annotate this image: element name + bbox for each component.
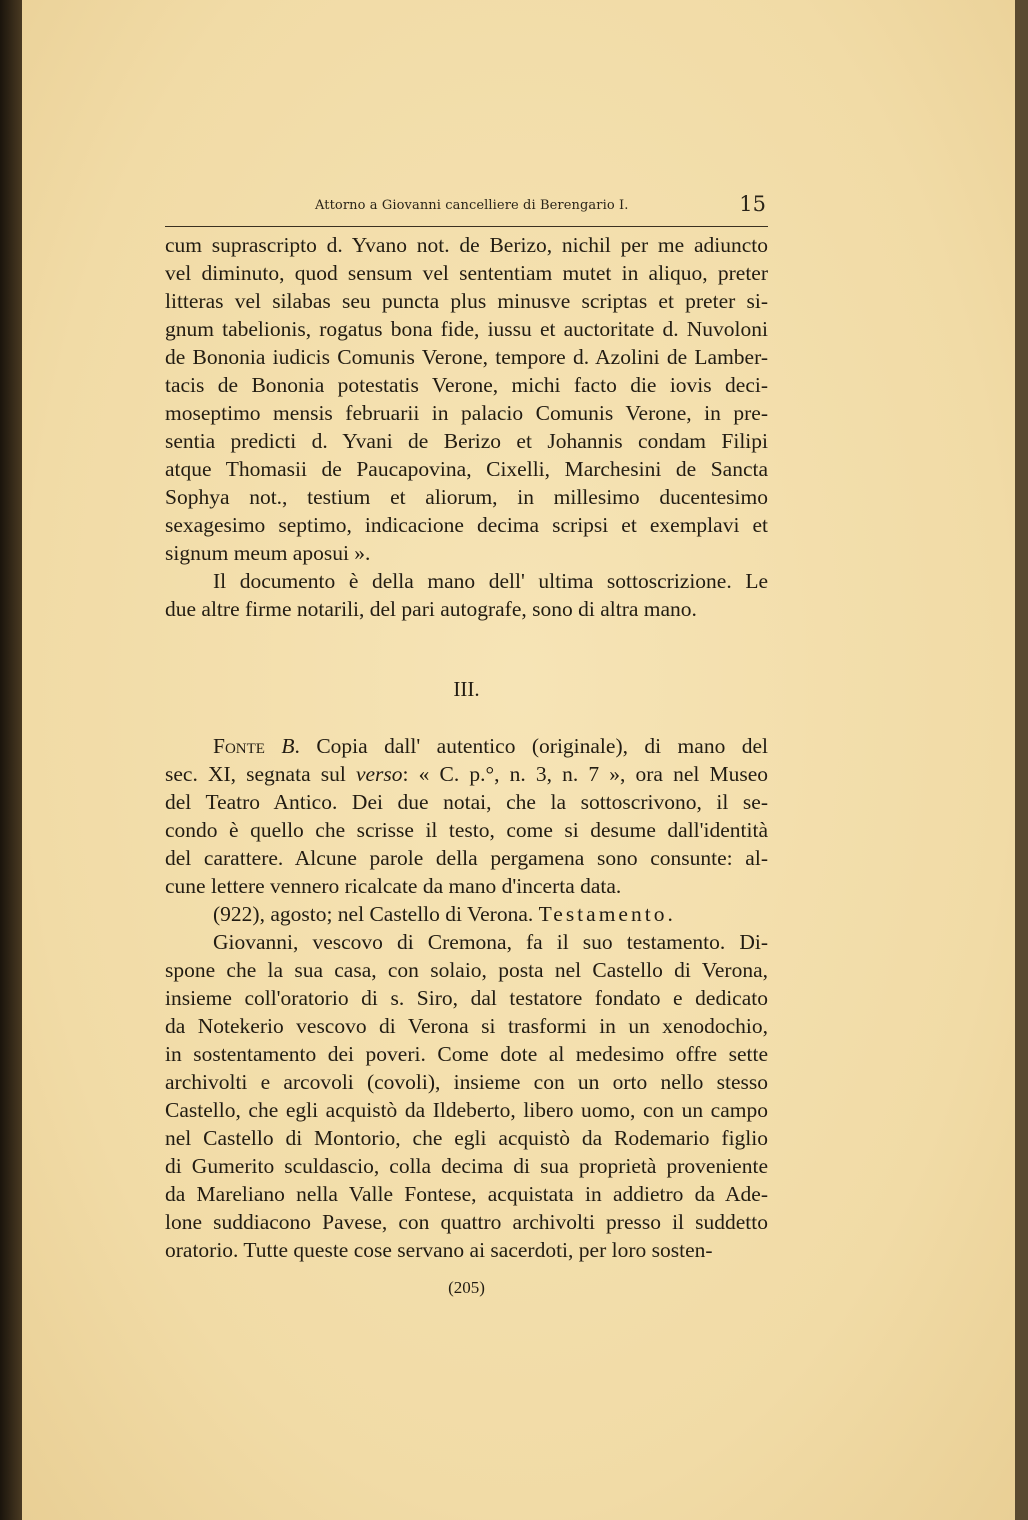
body-text — [165, 231, 768, 1264]
text-line: del carattere. Alcune parole della pergamena sono consunte: al- — [165, 846, 768, 870]
text-line: signum meum aposui ». — [165, 541, 371, 565]
paragraph — [165, 732, 768, 900]
section-heading: III. — [453, 677, 480, 701]
book-gutter — [0, 0, 22, 1520]
paragraph — [165, 231, 768, 567]
text-line: atque Thomasii de Paucapovina, Cixelli, Marchesini de Sancta — [165, 457, 768, 481]
text-line: cum suprascripto d. Yvano not. de Berizo, nichil per me adiuncto — [165, 233, 768, 257]
text-line: da Notekerio vescovo di Verona si trasformi in un xenodochio, — [165, 1014, 768, 1038]
running-title: Attorno a Giovanni cancelliere di Berengario I. — [315, 198, 629, 213]
text-line: nel Castello di Montorio, che egli acquistò da Rodemario figlio — [165, 1126, 768, 1150]
text-line: del Teatro Antico. Dei due notai, che la sottoscrivono, il se- — [165, 790, 768, 814]
paragraph — [165, 900, 768, 928]
text-line: Fonte B. Copia dall' autentico (originale), di mano del — [213, 734, 769, 758]
text-line: sexagesimo septimo, indicacione decima scripsi et exemplavi et — [165, 513, 768, 537]
text-line: sec. XI, segnata sul verso: « C. p.°, n. 3, n. 7 », ora nel Museo — [165, 762, 768, 786]
text-line: due altre firme notarili, del pari autografe, sono di altra mano. — [165, 597, 697, 621]
text-line: de Bononia iudicis Comunis Verone, tempore d. Azolini de Lamber- — [165, 345, 768, 369]
text-line: oratorio. Tutte queste cose servano ai sacerdoti, per loro sosten- — [165, 1238, 713, 1262]
paragraph — [165, 567, 768, 623]
text-line: spone che la sua casa, con solaio, posta nel Castello di Verona, — [165, 958, 768, 982]
text-line: condo è quello che scrisse il testo, come si desume dall'identità — [165, 818, 768, 842]
running-head — [165, 190, 768, 220]
text-line: (922), agosto; nel Castello di Verona. Testamento. — [213, 902, 676, 926]
text-line: vel diminuto, quod sensum vel sententiam mutet in aliquo, preter — [165, 261, 768, 285]
footer-signature: (205) — [448, 1278, 485, 1297]
text-line: insieme coll'oratorio di s. Siro, dal testatore fondato e dedicato — [165, 986, 768, 1010]
text-line: in sostentamento dei poveri. Come dote al medesimo offre sette — [165, 1042, 768, 1066]
text-line: tacis de Bononia potestatis Verone, michi facto die iovis deci- — [165, 373, 768, 397]
text-line: litteras vel silabas seu puncta plus minusve scriptas et preter si- — [165, 289, 768, 313]
text-line: da Mareliano nella Valle Fontese, acquistata in addietro da Ade- — [165, 1182, 768, 1206]
text-line: cune lettere vennero ricalcate da mano d'incerta data. — [165, 874, 622, 898]
text-line: gnum tabelionis, rogatus bona fide, iussu et auctoritate d. Nuvoloni — [165, 317, 768, 341]
text-line: Giovanni, vescovo di Cremona, fa il suo testamento. Di- — [213, 930, 768, 954]
header-rule — [165, 226, 768, 227]
text-line: moseptimo mensis februarii in palacio Comunis Verone, in pre- — [165, 401, 768, 425]
text-line: sentia predicti d. Yvani de Berizo et Johannis condam Filipi — [165, 429, 768, 453]
text-line: Castello, che egli acquistò da Ildeberto, libero uomo, con un campo — [165, 1098, 768, 1122]
page-edge — [1015, 0, 1028, 1520]
text-line: archivolti e arcovoli (covoli), insieme con un orto nello stesso — [165, 1070, 768, 1094]
text-line: lone suddiacono Pavese, con quattro archivolti presso il suddetto — [165, 1210, 768, 1234]
paragraphs-after — [165, 732, 768, 1264]
paragraphs-before — [165, 231, 768, 623]
text-line: di Gumerito sculdascio, colla decima di sua proprietà proveniente — [165, 1154, 768, 1178]
text-line: Sophya not., testium et aliorum, in millesimo ducentesimo — [165, 485, 768, 509]
page-number: 15 — [739, 192, 766, 216]
text-line: Il documento è della mano dell' ultima sottoscrizione. Le — [213, 569, 768, 593]
paragraph — [165, 928, 768, 1264]
